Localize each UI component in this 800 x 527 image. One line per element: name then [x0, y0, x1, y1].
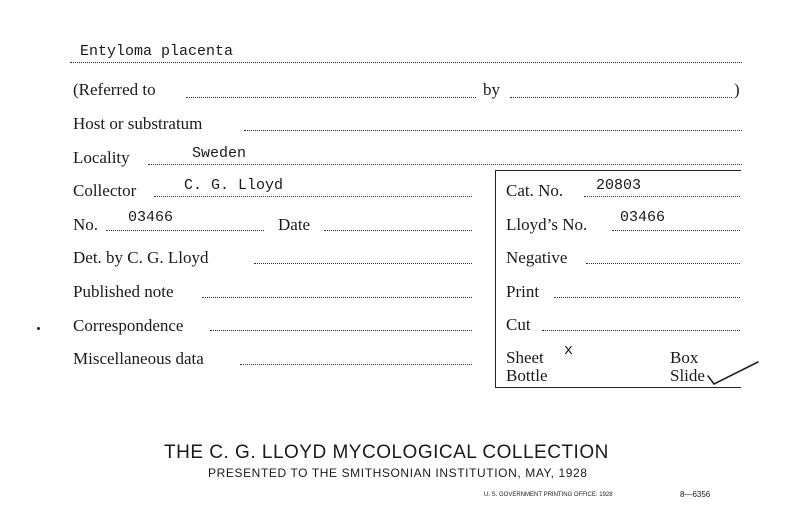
collector-value: C. G. Lloyd	[184, 177, 284, 194]
specimen-name-line	[70, 62, 742, 63]
misc-data-line	[240, 364, 472, 365]
det-by-label: Det. by C. G. Lloyd	[73, 248, 209, 267]
form-number: 8—6356	[680, 490, 711, 499]
locality-label: Locality	[73, 148, 130, 167]
referred-to-label: (Referred to	[73, 80, 156, 99]
misc-data-label: Miscellaneous data	[73, 349, 204, 368]
correspondence-line	[210, 330, 472, 331]
sheet-mark: x	[564, 342, 574, 359]
collector-label: Collector	[73, 181, 137, 200]
published-note-label: Published note	[73, 282, 174, 301]
number-value: 03466	[128, 209, 174, 226]
locality-line	[148, 164, 742, 165]
by-label: by	[483, 80, 500, 99]
date-line	[324, 230, 472, 231]
bottle-label: Bottle	[506, 366, 548, 385]
cut-line	[542, 330, 740, 331]
number-line	[106, 230, 264, 231]
host-line	[244, 130, 742, 131]
cat-no-label: Cat. No.	[506, 181, 564, 200]
negative-label: Negative	[506, 248, 568, 267]
negative-line	[586, 263, 740, 264]
referred-close-paren: )	[734, 80, 740, 99]
correspondence-label: Correspondence	[73, 316, 184, 335]
locality-value: Sweden	[192, 145, 247, 162]
sheet-label: Sheet	[506, 348, 544, 367]
published-note-line	[202, 297, 472, 298]
by-line	[510, 97, 732, 98]
referred-to-line	[186, 97, 476, 98]
collection-subtitle: PRESENTED TO THE SMITHSONIAN INSTITUTION, MAY, 1928	[208, 466, 588, 480]
number-label: No.	[73, 215, 99, 234]
stray-mark	[37, 327, 40, 330]
date-label: Date	[278, 215, 311, 234]
collection-title: THE C. G. LLOYD MYCOLOGICAL COLLECTION	[164, 442, 609, 463]
host-label: Host or substratum	[73, 114, 203, 133]
right-box-left	[495, 170, 496, 388]
check-mark-icon	[700, 350, 760, 390]
collector-line	[154, 196, 472, 197]
det-by-line	[254, 263, 472, 264]
right-box-top	[495, 170, 741, 171]
specimen-name: Entyloma placenta	[80, 43, 234, 60]
lloyds-no-line	[612, 230, 740, 231]
cut-label: Cut	[506, 315, 531, 334]
print-label: Print	[506, 282, 540, 301]
box-label: Box	[670, 348, 699, 367]
cat-no-value: 20803	[596, 177, 642, 194]
lloyds-no-value: 03466	[620, 209, 666, 226]
printer-imprint: U. S. GOVERNMENT PRINTING OFFICE: 1928	[484, 492, 613, 498]
cat-no-line	[584, 196, 740, 197]
lloyds-no-label: Lloyd’s No.	[506, 215, 588, 234]
slide-label: Slide	[670, 366, 705, 385]
print-line	[554, 297, 740, 298]
